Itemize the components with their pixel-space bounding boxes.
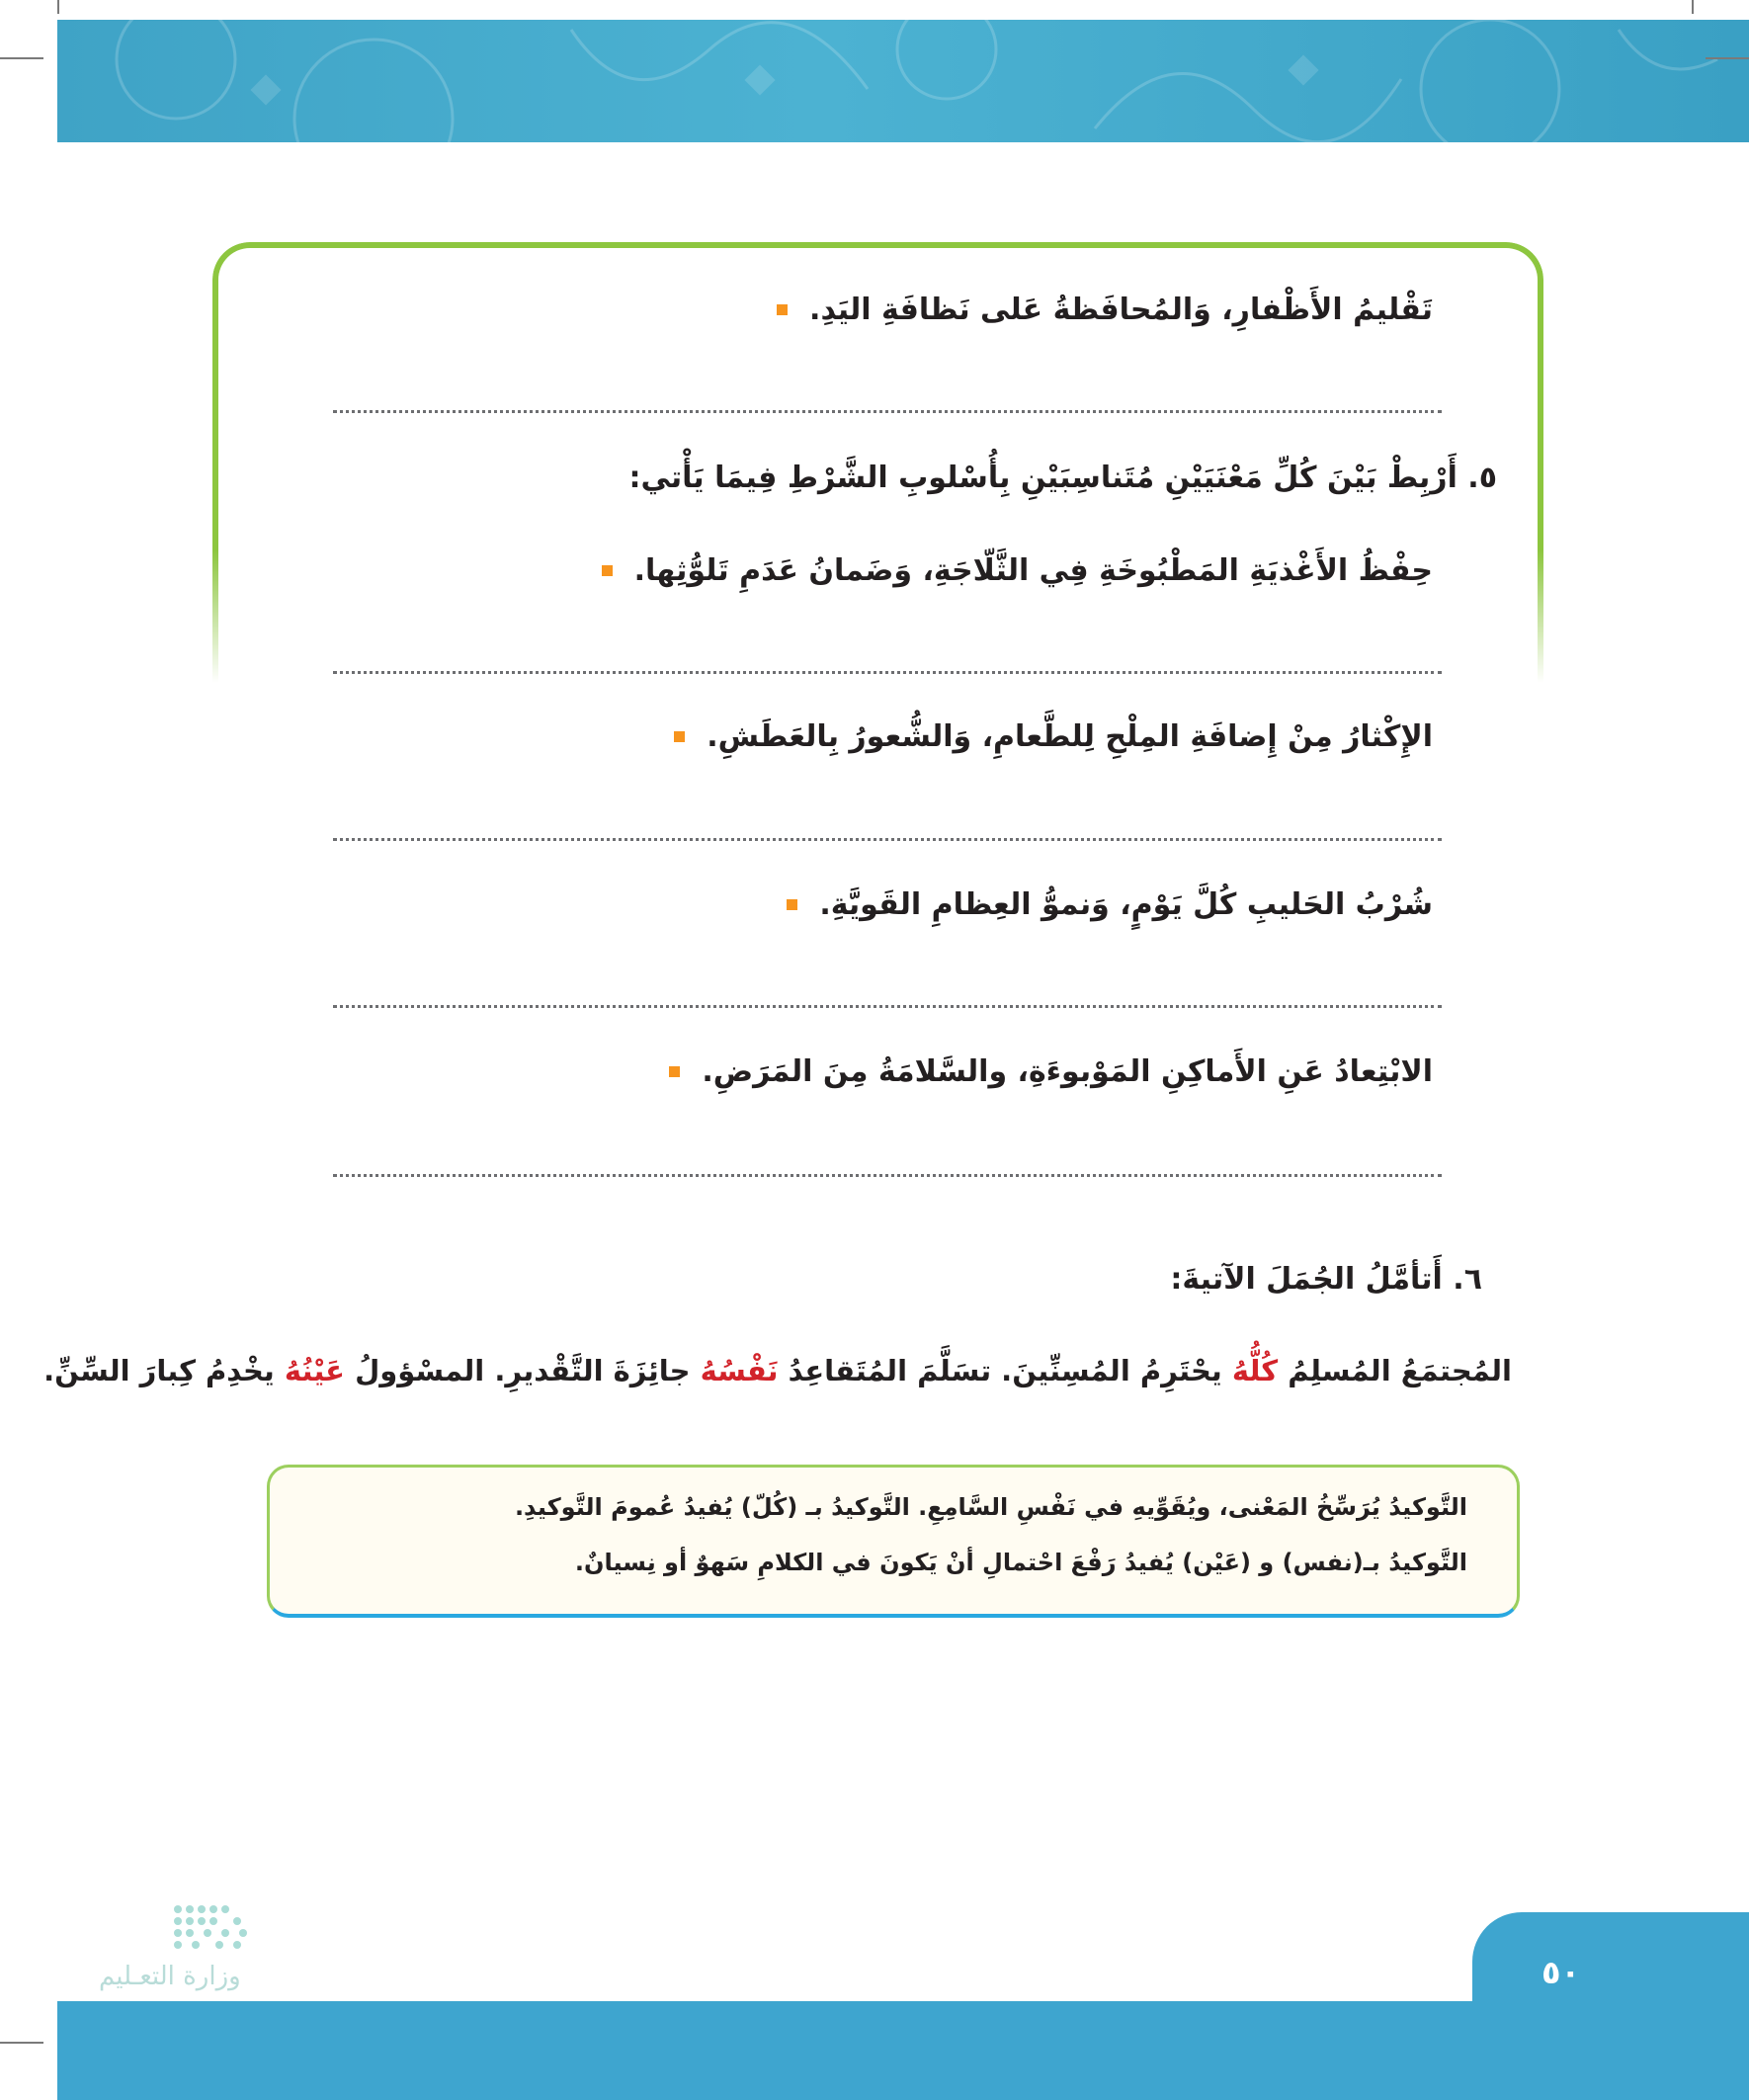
sentence-part: يخْدِمُ كِبارَ السِّنِّ. [43, 1354, 285, 1387]
exercise-item-text: شُرْبُ الحَليبِ كُلَّ يَوْمٍ، وَنموُّ العِظامِ القَويَّةِ. [819, 887, 1433, 922]
answer-line[interactable] [333, 838, 1442, 841]
example-sentences [43, 1354, 1512, 1387]
exercise-item-text: تَقْليمُ الأَظْفارِ، وَالمُحافَظةُ عَلى نَظافَةِ اليَدِ. [809, 293, 1433, 327]
crop-mark [1692, 0, 1694, 14]
crop-mark [0, 57, 43, 59]
crop-mark [57, 0, 59, 14]
exercise-item [674, 719, 1433, 754]
exercise-item-text: الإِكْثارُ مِنْ إِضافَةِ المِلْحِ لِلطَّعامِ، وَالشُّعورُ بِالعَطَشِ. [707, 719, 1433, 754]
sentence-part: يحْتَرِمُ المُسِنِّينَ. تسَلَّمَ المُتَقاعِدُ [778, 1354, 1232, 1387]
answer-line[interactable] [333, 1005, 1442, 1008]
sentence-part: جائِزَةَ التَّقْديرِ. المسْؤولُ [345, 1354, 701, 1387]
footer-band [57, 2001, 1749, 2100]
crop-mark [1706, 57, 1749, 59]
exercise-item-text: حِفْظُ الأَغْذيَةِ المَطْبُوخَةِ فِي الثَّلّاجَةِ، وَضَمانُ عَدَمِ تَلوُّثِها. [633, 553, 1433, 588]
bullet-square-icon [787, 899, 797, 910]
exercise-item-text: الابْتِعادُ عَنِ الأَماكِنِ المَوْبوءَةِ، والسَّلامَةُ مِنَ المَرَضِ. [702, 1054, 1433, 1089]
rule-box [267, 1465, 1520, 1618]
bullet-square-icon [669, 1066, 680, 1077]
answer-line[interactable] [333, 410, 1442, 413]
question-6-label: ٦. أَتأمَّلُ الجُمَلَ الآتيةَ: [1170, 1262, 1482, 1297]
rule-line: التَّوكيدُ بـ(نفس) و (عَيْن) يُفيدُ رَفْعَ احْتمالِ أنْ يَكونَ في الكلامِ سَهوٌ أو نِسيانٌ. [574, 1549, 1467, 1576]
answer-line[interactable] [333, 671, 1442, 674]
bullet-square-icon [777, 304, 788, 315]
sentence-part: المُجتمَعُ المُسلِمُ [1278, 1354, 1512, 1387]
header-pattern [57, 20, 1749, 142]
exercise-item [669, 1054, 1433, 1089]
exercise-item [787, 887, 1433, 922]
bullet-square-icon [602, 565, 613, 576]
page-number: ٥٠ [1541, 1954, 1581, 1991]
bullet-square-icon [674, 731, 685, 742]
ministry-name: وزارة التعـليم [99, 1962, 241, 1991]
rule-line: التَّوكيدُ يُرَسِّخُ المَعْنى، ويُقَوِّيهِ في نَفْسِ السَّامِعِ. التَّوكيدُ بـ (كُلّ) يُفيدُ عُمومَ التَّوكيدِ. [514, 1493, 1467, 1521]
page-number-tab [1472, 1912, 1749, 2001]
exercise-item [777, 293, 1433, 327]
header-band [57, 20, 1749, 142]
crop-mark [0, 2042, 43, 2044]
answer-line[interactable] [333, 1174, 1442, 1177]
question-5-label: ٥. أَرْبِطْ بَيْنَ كُلِّ مَعْنَيَيْنِ مُتَناسِبَيْنِ بِأُسْلوبِ الشَّرْطِ فِيمَا يَأْتي: [628, 461, 1497, 495]
emphasis-word: نَفْسُهُ [700, 1354, 779, 1387]
exercise-item [602, 553, 1433, 588]
emphasis-word: عَيْنُهُ [284, 1354, 345, 1387]
emphasis-word: كُلُّهُ [1231, 1354, 1279, 1387]
